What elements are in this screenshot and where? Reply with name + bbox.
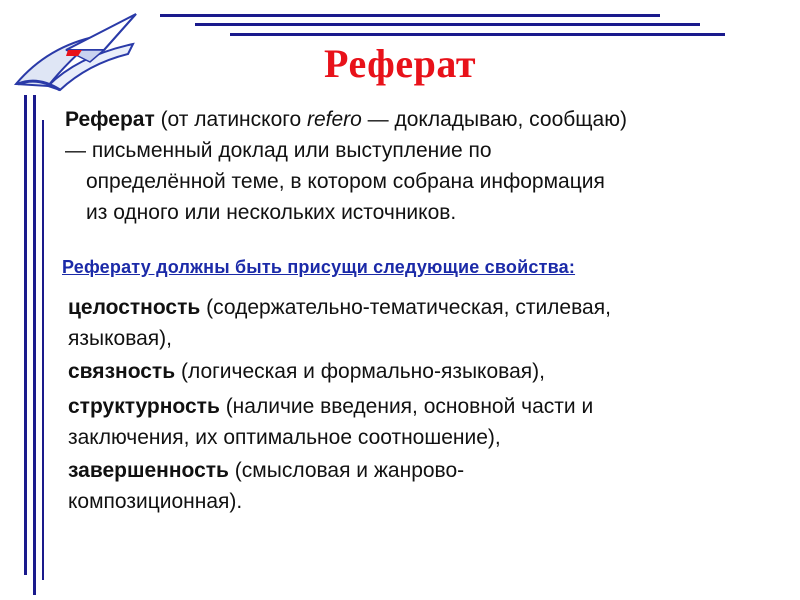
property-term: связность (68, 360, 176, 383)
page-title: Реферат (324, 41, 476, 86)
property-desc: (содержательно-тематическая, стилевая, (200, 296, 611, 319)
definition-line1-rest: — докладываю, сообщаю) (361, 108, 627, 131)
property-desc-cont: языковая), (68, 327, 172, 350)
definition-line-3: определённой теме, в котором собрана информация (86, 170, 605, 193)
property-item-structure (68, 391, 778, 453)
properties-heading: Реферату должны быть присущи следующие свойства: (62, 257, 576, 277)
property-term: целостность (68, 296, 201, 319)
top-rule-3 (230, 33, 725, 36)
definition-latin-word: refero (306, 108, 362, 131)
definition-line-4: из одного или нескольких источников. (86, 201, 457, 224)
property-desc: (наличие введения, основной части и (219, 395, 594, 418)
definition-intro: (от латинского (154, 108, 307, 131)
property-desc-cont: композиционная). (68, 490, 243, 513)
left-rule-1 (24, 95, 27, 575)
left-rule-2 (33, 95, 36, 595)
property-item-completeness (68, 455, 778, 517)
property-desc-cont: заключения, их оптимальное соотношение), (68, 426, 501, 449)
top-rule-2 (195, 23, 700, 26)
definition-term: Реферат (65, 108, 155, 131)
definition-line-2: — письменный доклад или выступление по (65, 139, 492, 162)
property-term: структурность (68, 395, 220, 418)
property-desc: (логическая и формально-языковая), (175, 360, 545, 383)
property-item-coherence (68, 356, 778, 387)
property-item-integrity (68, 292, 778, 354)
left-rule-3 (42, 120, 44, 580)
property-desc: (смысловая и жанрово- (228, 459, 465, 482)
definition-line-1 (65, 104, 785, 135)
property-term: завершенность (68, 459, 229, 482)
top-rule-1 (160, 14, 660, 17)
definition-paragraph (65, 104, 785, 228)
